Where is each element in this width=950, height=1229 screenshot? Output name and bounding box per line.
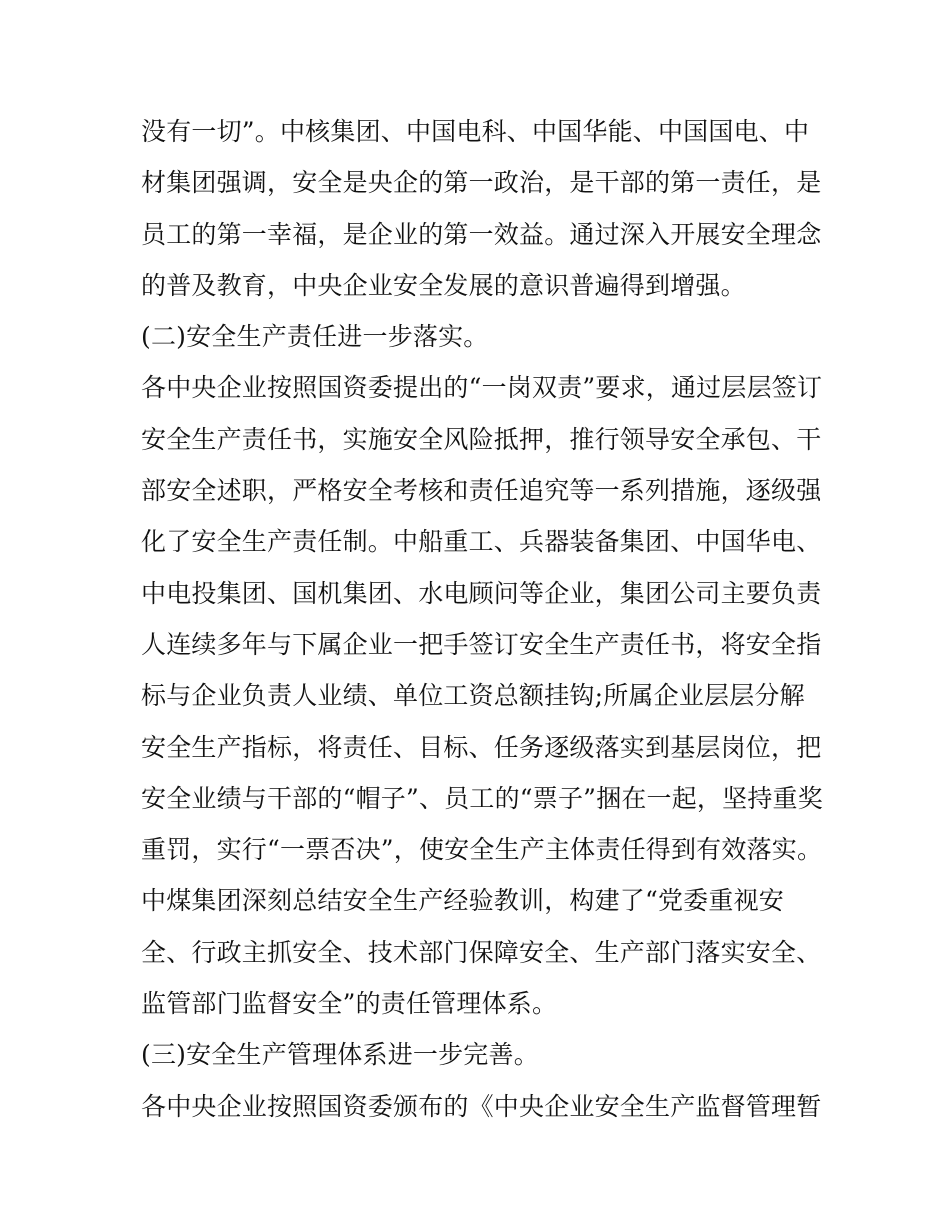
text-line: 的普及教育，中央企业安全发展的意识普遍得到增强。 <box>141 270 746 300</box>
text-line: 没有一切”。中核集团、中国电科、中国华能、中国国电、中 <box>141 117 810 146</box>
text-line: 人连续多年与下属企业一把手签订安全生产责任书，将安全指 <box>141 629 822 659</box>
text-line: 安全生产责任书，实施安全风险抵押，推行领导安全承包、干 <box>141 424 822 454</box>
section-heading: (三)安全生产管理体系进一步完善。 <box>141 1040 539 1070</box>
text-line: 部安全述职，严格安全考核和责任追究等一系列措施，逐级强 <box>141 476 822 506</box>
text-line: 重罚，实行“一票否决”，使安全生产主体责任得到有效落实。 <box>141 835 823 865</box>
text-line: 各中央企业按照国资委提出的“一岗双责”要求，通过层层签订 <box>141 373 823 403</box>
document-body <box>141 106 821 1132</box>
text-line: 标与企业负责人业绩、单位工资总额挂钩;所属企业层层分解 <box>141 681 805 711</box>
text-line: 各中央企业按照国资委颁布的《中央企业安全生产监督管理暂 <box>141 1091 822 1121</box>
text-line: 化了安全生产责任制。中船重工、兵器装备集团、中国华电、 <box>141 527 822 557</box>
text-line: 员工的第一幸福，是企业的第一效益。通过深入开展安全理念 <box>141 219 822 249</box>
text-line: 中煤集团深刻总结安全生产经验教训，构建了“党委重视安 <box>141 886 784 916</box>
text-line: 中电投集团、国机集团、水电顾问等企业，集团公司主要负责 <box>141 578 822 608</box>
text-line: 安全业绩与干部的“帽子”、员工的“票子”捆在一起，坚持重奖 <box>141 783 823 813</box>
text-line: 安全生产指标，将责任、目标、任务逐级落实到基层岗位，把 <box>141 732 822 762</box>
text-line: 监管部门监督安全”的责任管理体系。 <box>141 989 558 1019</box>
section-heading: (二)安全生产责任进一步落实。 <box>141 322 489 352</box>
text-line: 全、行政主抓安全、技术部门保障安全、生产部门落实安全、 <box>141 937 822 967</box>
text-line: 材集团强调，安全是央企的第一政治，是干部的第一责任，是 <box>141 168 822 198</box>
